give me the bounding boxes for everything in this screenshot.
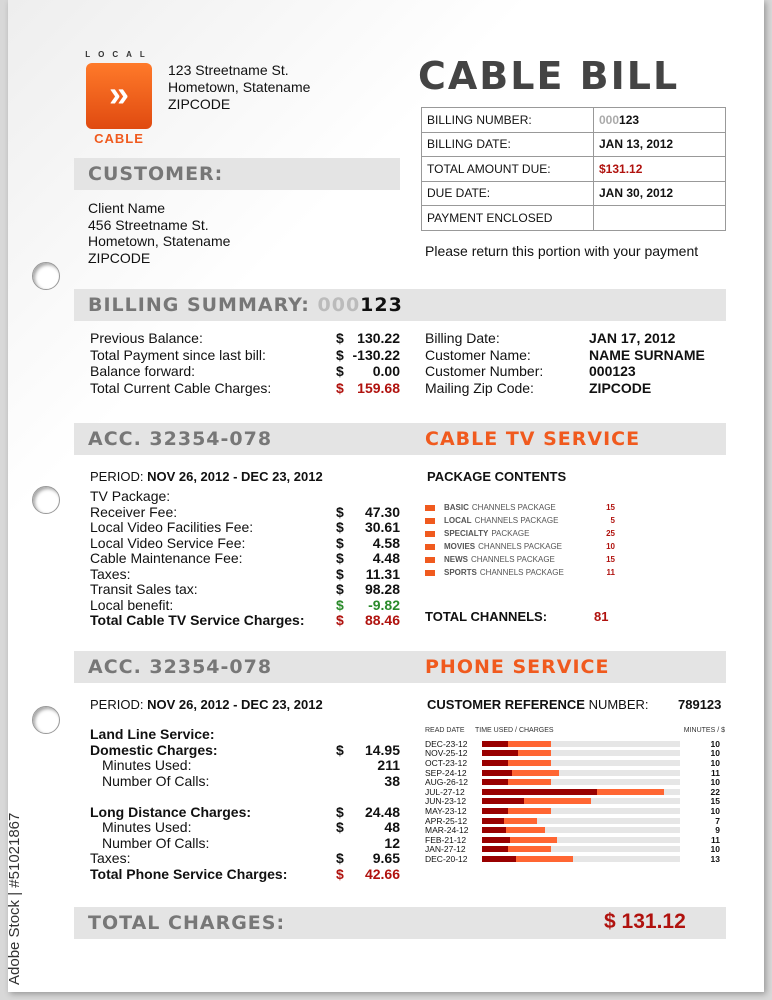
stub-label: TOTAL AMOUNT DUE: [422, 157, 594, 182]
read-date: NOV-25-12 [425, 748, 468, 759]
minutes-value: 7 [715, 815, 720, 826]
minutes-value: 10 [710, 777, 720, 788]
charge-label: Total Cable TV Service Charges: [90, 612, 305, 628]
time-used-bar [482, 827, 506, 833]
package-item [425, 514, 615, 527]
chart-row [425, 835, 725, 845]
total-amount [604, 910, 686, 934]
charge-value: 4.58 [372, 534, 400, 551]
package-item [425, 527, 615, 540]
charge-row [90, 551, 400, 567]
currency-symbol: $ [336, 519, 344, 535]
logo-bottom-text: CABLE [94, 131, 144, 146]
charge-label: Minutes Used: [102, 757, 192, 773]
charge-label: Taxes: [90, 850, 131, 866]
charge-value [350, 789, 400, 805]
charge-value: 159.68 [357, 379, 400, 396]
punch-hole [32, 706, 60, 734]
stub-row [422, 108, 726, 133]
minutes-value: 10 [710, 805, 720, 816]
minutes-value: 10 [710, 748, 720, 759]
billing-number-prefix: 000 [599, 112, 620, 127]
package-item [425, 540, 615, 553]
charge-value: 130.22 [357, 330, 400, 346]
chart-row [425, 845, 725, 855]
charge-label: Balance forward: [90, 363, 196, 379]
package-name: CHANNELS PACKAGE [479, 568, 564, 577]
usage-chart [425, 727, 725, 864]
package-name: PACKAGE [491, 529, 530, 538]
bill-title: CABLE BILL [418, 54, 680, 98]
usage-bar-track [482, 741, 680, 747]
package-name: CHANNELS PACKAGE [478, 542, 562, 551]
read-date: JUN-23-12 [425, 796, 467, 807]
read-date: MAR-24-12 [425, 825, 469, 836]
address-line: Hometown, Statename [168, 79, 311, 95]
currency-symbol: $ [336, 596, 344, 613]
package-bullet-icon [425, 557, 435, 563]
usage-bar-track [482, 750, 680, 756]
phone-period [90, 697, 323, 712]
read-date: AUG-26-12 [425, 777, 468, 788]
package-name: CHANNELS PACKAGE [471, 555, 555, 564]
charge-row [90, 505, 400, 521]
total-label: TOTAL CHARGES: [88, 912, 286, 934]
charge-label: Total Payment since last bill: [90, 346, 266, 363]
package-name-bold: SPECIALTY [444, 529, 489, 538]
time-used-bar [482, 798, 524, 804]
package-bullet-icon [425, 518, 435, 524]
info-value: NAME SURNAME [589, 346, 705, 363]
package-heading: PACKAGE CONTENTS [427, 469, 567, 484]
charge-row [90, 567, 400, 583]
package-bullet-icon [425, 531, 435, 537]
stub-value: JAN 13, 2012 [594, 132, 726, 157]
currency-symbol: $ [336, 565, 344, 582]
customer-address [88, 200, 230, 266]
package-name: CHANNELS PACKAGE [471, 503, 556, 512]
charge-value: 88.46 [364, 612, 400, 628]
charge-value: 30.61 [364, 519, 400, 535]
package-bullet-icon [425, 570, 435, 576]
tv-account: ACC. 32354-078 [88, 428, 273, 450]
bill-page [8, 0, 764, 992]
charge-row [90, 348, 400, 365]
chart-row [425, 825, 725, 835]
stub-value: JAN 30, 2012 [594, 181, 726, 206]
currency-symbol [336, 774, 350, 790]
time-used-bar [482, 846, 508, 852]
usage-bar-track [482, 789, 680, 795]
billing-number: 123 [619, 112, 640, 127]
charge-row [90, 582, 400, 598]
read-date: DEC-23-12 [425, 738, 468, 749]
currency-symbol: $ [336, 865, 344, 882]
minutes-value: 13 [710, 853, 720, 864]
customer-line: Hometown, Statename [88, 233, 231, 249]
charge-value: 4.48 [372, 550, 400, 566]
charge-row [90, 536, 400, 552]
charge-row [90, 364, 400, 381]
usage-bar-track [482, 818, 680, 824]
currency-symbol: $ [336, 534, 344, 551]
charge-value: 48 [384, 819, 400, 835]
charge-label: Local Video Facilities Fee: [90, 519, 254, 535]
charge-value: 11.31 [365, 565, 400, 582]
stub-label: BILLING NUMBER: [422, 108, 594, 133]
package-bullet-icon [425, 544, 435, 550]
customer-reference [427, 697, 649, 712]
read-date: FEB-21-12 [425, 834, 467, 845]
period-label: PERIOD: [90, 697, 144, 712]
currency-symbol: $ [336, 803, 344, 820]
usage-bar-track [482, 837, 680, 843]
currency-symbol: $ [336, 581, 344, 597]
charge-label: Minutes Used: [102, 819, 192, 835]
currency-symbol: $ [336, 330, 344, 346]
stub-value [594, 108, 726, 133]
charge-label [90, 789, 336, 805]
chart-row [425, 797, 725, 807]
info-value: 000123 [589, 363, 636, 379]
chart-header-minutes: MINUTES / $ [683, 727, 725, 734]
company-address [168, 62, 310, 113]
charge-label: Transit Sales tax: [90, 581, 198, 597]
package-count: 10 [606, 542, 615, 551]
info-value: JAN 17, 2012 [589, 330, 676, 346]
charge-row [90, 758, 400, 774]
charge-row [90, 613, 400, 629]
charge-label: Receiver Fee: [90, 503, 178, 520]
chart-row [425, 806, 725, 816]
time-used-bar [482, 789, 597, 795]
stub-value: $131.12 [594, 157, 726, 182]
currency-symbol: $ [336, 503, 344, 520]
chart-header [425, 727, 725, 739]
currency-symbol: $ [336, 363, 344, 379]
time-used-bar [482, 750, 518, 756]
phone-account: ACC. 32354-078 [88, 656, 273, 678]
usage-bar-track [482, 856, 680, 862]
currency-symbol: $ [336, 346, 344, 363]
minutes-value: 10 [710, 738, 720, 749]
charge-label: Taxes: [90, 565, 131, 582]
time-used-bar [482, 779, 508, 785]
package-name-bold: BASIC [444, 503, 469, 512]
charge-label: Local benefit: [90, 596, 174, 613]
usage-bar-track [482, 760, 680, 766]
chart-row [425, 787, 725, 797]
currency-symbol [336, 789, 350, 805]
minutes-value: 11 [711, 834, 720, 845]
time-used-bar [482, 837, 510, 843]
usage-bar-track [482, 770, 680, 776]
customer-line: 456 Streetname St. [88, 216, 209, 233]
minutes-value: 9 [715, 825, 720, 836]
summary-num-prefix: 000 [317, 294, 361, 316]
minutes-value: 10 [710, 844, 720, 855]
summary-right [425, 331, 725, 397]
charge-value: 12 [384, 834, 400, 851]
charge-label: Cable Maintenance Fee: [90, 550, 243, 566]
charge-row [90, 805, 400, 821]
read-date: APR-25-12 [425, 815, 468, 826]
phone-heading: PHONE SERVICE [425, 656, 610, 678]
currency-symbol: $ [336, 850, 344, 866]
read-date: SEP-24-12 [425, 767, 467, 778]
phone-charges [90, 727, 400, 882]
charge-label: Total Phone Service Charges: [90, 865, 288, 882]
package-name: CHANNELS PACKAGE [474, 516, 559, 525]
stub-row [422, 181, 726, 206]
charge-row [90, 789, 400, 805]
customer-heading: CUSTOMER: [88, 163, 224, 185]
stub-row [422, 206, 726, 231]
charge-row [90, 489, 400, 505]
charge-row [90, 598, 400, 614]
package-count: 15 [606, 555, 615, 564]
charge-value: 42.66 [364, 865, 400, 882]
minutes-value: 15 [710, 796, 720, 807]
chart-row [425, 758, 725, 768]
package-item [425, 566, 615, 579]
stub-label: BILLING DATE: [422, 132, 594, 157]
package-count: 25 [606, 529, 615, 538]
package-name-bold: LOCAL [444, 516, 472, 525]
read-date: MAY-23-12 [425, 805, 467, 816]
info-label: Customer Name: [425, 346, 531, 363]
time-used-bar [482, 770, 512, 776]
package-name-bold: SPORTS [444, 568, 477, 577]
currency-symbol [336, 836, 350, 852]
charge-value: 98.28 [364, 581, 400, 597]
usage-bar-track [482, 846, 680, 852]
currency-symbol [336, 489, 350, 505]
charge-row [90, 331, 400, 348]
total-channels-value: 81 [594, 609, 609, 624]
stub-label: PAYMENT ENCLOSED [422, 206, 594, 231]
info-label: Customer Number: [425, 363, 544, 379]
ref-label-bold: CUSTOMER REFERENCE [427, 697, 585, 712]
read-date: DEC-20-12 [425, 853, 468, 864]
payment-stub-table [421, 107, 726, 231]
currency-symbol [336, 727, 350, 743]
period-value: NOV 26, 2012 - DEC 23, 2012 [147, 697, 323, 712]
charge-row [90, 820, 400, 836]
charge-value: 0.00 [372, 363, 400, 379]
package-count: 15 [606, 503, 615, 512]
summary-left [90, 331, 400, 397]
charge-value [350, 489, 400, 505]
usage-bar-track [482, 798, 680, 804]
time-used-bar [482, 818, 504, 824]
package-count: 5 [610, 516, 615, 525]
read-date: JAN-27-12 [425, 844, 466, 855]
summary-info-row [425, 331, 725, 348]
currency-symbol: $ [336, 741, 344, 758]
ref-label: NUMBER: [588, 697, 649, 712]
charge-label: Previous Balance: [90, 330, 203, 346]
summary-num: 123 [360, 294, 403, 316]
charge-value [350, 727, 400, 743]
summary-info-row [425, 348, 725, 365]
charge-value: -9.82 [368, 596, 400, 613]
chart-header-usage: TIME USED / CHARGES [475, 727, 554, 734]
stock-watermark: Adobe Stock | #51021867 [6, 812, 23, 985]
chart-row [425, 749, 725, 759]
time-used-bar [482, 856, 516, 862]
charge-value: 38 [384, 772, 400, 789]
currency-symbol: $ [336, 379, 344, 396]
charge-label: Local Video Service Fee: [90, 534, 246, 551]
time-used-bar [482, 808, 508, 814]
currency-symbol: $ [336, 612, 344, 628]
package-count: 11 [606, 568, 615, 577]
return-note: Please return this portion with your payment [425, 243, 699, 259]
time-used-bar [482, 760, 508, 766]
summary-info-row [425, 364, 725, 381]
currency-symbol: $ [336, 550, 344, 566]
charge-row [90, 774, 400, 790]
charge-label: Total Current Cable Charges: [90, 379, 272, 396]
charge-value: 211 [377, 757, 400, 773]
chart-row [425, 777, 725, 787]
period-label: PERIOD: [90, 469, 144, 484]
payment-enclosed-field[interactable] [594, 206, 726, 231]
currency-symbol: $ [336, 819, 344, 835]
summary-heading-text: BILLING SUMMARY: [88, 294, 310, 316]
package-item [425, 553, 615, 566]
summary-heading [88, 294, 403, 316]
stub-row [422, 132, 726, 157]
logo [80, 50, 158, 146]
charge-row [90, 851, 400, 867]
minutes-value: 10 [710, 757, 720, 768]
charge-label: Long Distance Charges: [90, 803, 252, 820]
tv-charges [90, 489, 400, 629]
charge-row [90, 867, 400, 883]
usage-bar-track [482, 827, 680, 833]
charge-row [90, 381, 400, 398]
usage-bar-track [482, 808, 680, 814]
info-label: Billing Date: [425, 330, 500, 346]
tv-period [90, 469, 323, 484]
charge-label: TV Package: [90, 488, 171, 504]
total-value: 131.12 [621, 910, 686, 933]
chart-row [425, 816, 725, 826]
customer-line: ZIPCODE [88, 249, 151, 266]
logo-arrows-icon: » [86, 63, 152, 129]
total-channels-label: TOTAL CHANNELS: [425, 609, 548, 624]
tv-heading: CABLE TV SERVICE [425, 428, 641, 450]
minutes-value: 22 [710, 786, 720, 797]
stub-label: DUE DATE: [422, 181, 594, 206]
chart-header-date: READ DATE [425, 727, 465, 734]
info-value: ZIPCODE [589, 379, 652, 396]
usage-bar-track [482, 779, 680, 785]
chart-row [425, 739, 725, 749]
punch-hole [32, 486, 60, 514]
charge-row [90, 727, 400, 743]
minutes-value: 11 [711, 767, 720, 778]
charge-value: 24.48 [364, 803, 400, 820]
address-line: 123 Streetname St. [168, 62, 289, 78]
charge-value: 9.65 [372, 850, 400, 866]
package-bullet-icon [425, 505, 435, 511]
charge-label: Number Of Calls: [102, 772, 210, 789]
summary-info-row [425, 381, 725, 398]
chart-row [425, 768, 725, 778]
period-value: NOV 26, 2012 - DEC 23, 2012 [147, 469, 323, 484]
info-label: Mailing Zip Code: [425, 379, 534, 396]
package-name-bold: NEWS [444, 555, 468, 564]
read-date: OCT-23-12 [425, 757, 468, 768]
chart-row [425, 854, 725, 864]
package-list [425, 501, 615, 579]
customer-line: Client Name [88, 200, 166, 216]
package-name-bold: MOVIES [444, 542, 476, 551]
time-used-bar [482, 741, 508, 747]
charge-row [90, 743, 400, 759]
charge-label: Number Of Calls: [102, 834, 210, 851]
total-currency: $ [604, 910, 616, 933]
currency-symbol [336, 758, 350, 774]
charge-label: Land Line Service: [90, 726, 215, 742]
punch-hole [32, 262, 60, 290]
charge-value: 47.30 [364, 503, 400, 520]
ref-number: 789123 [678, 697, 722, 712]
logo-top-text: LOCAL [85, 50, 153, 59]
read-date: JUL-27-12 [425, 786, 465, 797]
charge-value: -130.22 [352, 346, 400, 363]
address-line: ZIPCODE [168, 96, 231, 112]
stub-row [422, 157, 726, 182]
charge-row [90, 836, 400, 852]
package-item [425, 501, 615, 514]
charge-row [90, 520, 400, 536]
charge-value: 14.95 [364, 741, 400, 758]
charge-label: Domestic Charges: [90, 741, 218, 758]
